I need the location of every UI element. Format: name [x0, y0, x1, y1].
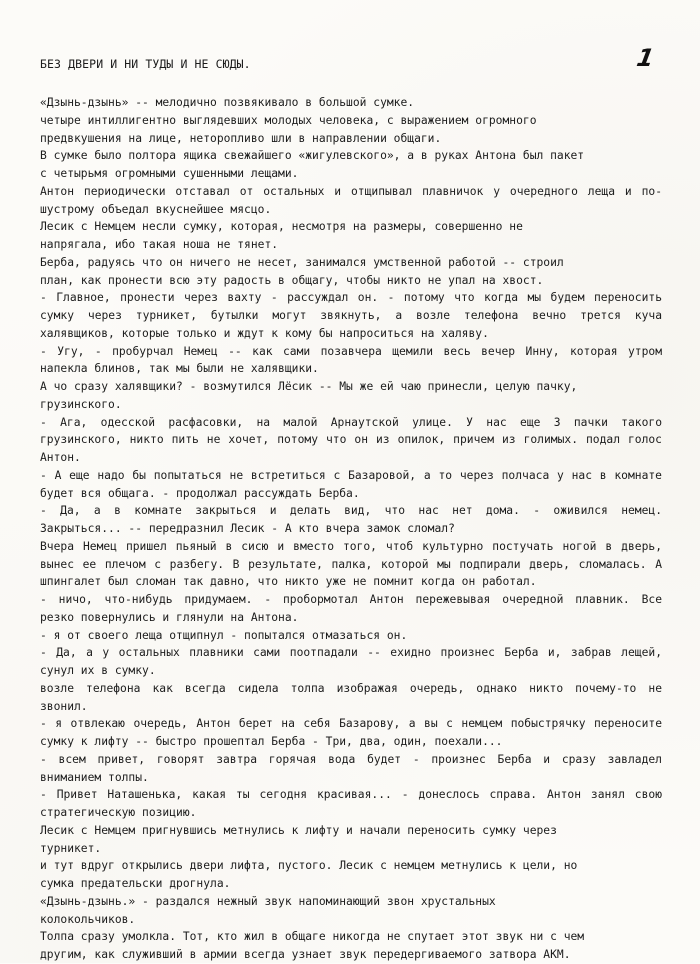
text-line: - Да, а у остальных плавники сами поотпадали -- ехидно произнес Берба и, забрав лещей, — [40, 646, 662, 660]
text-line: звонил. — [40, 699, 88, 713]
text-line: другим, как служивший в армии всегда узнает звук передергиваемого затвора АКМ. — [40, 948, 571, 961]
document-body — [40, 94, 662, 964]
text-line: - Главное, пронести через вахту - рассуждал он. - потому что когда мы будем переносить — [40, 291, 662, 305]
text-line: - всем привет, говорят завтра горячая вода будет - произнес Берба и сразу завладел — [40, 752, 662, 766]
text-line: грузинского, никто пить не хочет, потому что он из опилок, причем из голимых. подал голос — [40, 433, 662, 447]
text-line: - Ага, одесской расфасовки, на малой Арнаутской улице. У нас еще 3 пачки такого — [40, 415, 662, 429]
text-line: Вчера Немец пришел пьяный в сисю и вместо того, чтоб культурно постучать ногой в дверь, — [40, 539, 662, 553]
text-line: сунул их в сумку. — [40, 664, 156, 677]
text-line: - я отвлекаю очередь, Антон берет на себя Базарову, а вы с немцем побыстрячку переносите — [40, 717, 662, 731]
text-line: вниманием толпы. — [40, 770, 149, 784]
text-line: халявщиков, которые только и ждут к кому бы напроситься на халяву. — [40, 326, 489, 340]
text-line: колокольчиков. — [40, 912, 136, 926]
text-line: шустрому объедал вкуснейшее мясцо. — [40, 202, 272, 216]
text-line: будет вся общага. - продолжал рассуждать Берба. — [40, 486, 360, 500]
text-line: - Угу, - пробурчал Немец -- как сами позавчера щемили весь вечер Инну, которая утром — [40, 344, 662, 358]
text-line: план, как пронести всю эту радость в общагу, чтобы никто не упал на хвост. — [40, 273, 544, 287]
text-line: сумка предательски дрогнула. — [40, 877, 231, 890]
text-line: сумку к лифту -- быстро прошептал Берба - Три, два, один, поехали... — [40, 735, 503, 748]
text-line: предвкушения на лице, неторопливо шли в направлении общаги. — [40, 131, 442, 145]
text-line: напекла блинов, так мы были не халявщики. — [40, 362, 319, 376]
text-line: - ничо, что-нибудь придумаем. - пробормотал Антон пережевывая очередной плавник. Все — [40, 593, 662, 606]
text-line: возле телефона как всегда сидела толпа изображая очередь, однако никто почему-то не — [40, 681, 662, 695]
text-line: напрягала, ибо такая ноша не тянет. — [40, 238, 279, 251]
text-line: вынес ее плечом с разбегу. В результате, палка, которой мы подпирали дверь, сломалась. А — [40, 557, 662, 571]
text-line: А чо сразу халявщики? - возмутился Лёсик -- Мы же ей чаю принесли, целую пачку, — [40, 380, 578, 393]
text-line: «Дзынь-дзынь.» - раздался нежный звук напоминающий звон хрустальных — [40, 894, 496, 908]
text-line: шпингалет был сломан так давно, что никто уже не помнит когда он работал. — [40, 575, 537, 589]
text-line: стратегическую позицию. — [40, 806, 197, 819]
page-number: 1 — [634, 44, 657, 72]
text-line: - Да, а в комнате закрыться и делать вид, что нас нет дома. - оживился немец. — [40, 504, 662, 518]
text-line: - Привет Наташенька, какая ты сегодня красивая... - донеслось справа. Антон занял свою — [40, 788, 662, 802]
text-line: четыре интиллигентно выглядевших молодых человека, с выражением огромного — [40, 113, 537, 127]
text-line: - я от своего леща отщипнул - попытался отмазаться он. — [40, 628, 408, 642]
document-title: БЕЗ ДВЕРИ И НИ ТУДЫ И НЕ СЮДЫ. — [40, 57, 251, 71]
text-line: Лесик с Немцем пригнувшись метнулись к лифту и начали переносить сумку через — [40, 823, 557, 837]
text-line: Закрыться... -- передразнил Лесик - А кто вчера замок сломал? — [40, 522, 455, 535]
text-line: грузинского. — [40, 397, 122, 411]
text-line: с четырьмя огромными сушенными лещами. — [40, 167, 299, 180]
text-line: Антон. — [40, 451, 81, 464]
text-line: «Дзынь-дзынь» -- мелодично позвякивало в большой сумке. — [40, 96, 415, 109]
text-line: сумку через турникет, бутылки могут звякнуть, а возле телефона вечно трется куча — [40, 309, 662, 322]
text-line: резко повернулись и глянули на Антона. — [40, 610, 299, 624]
text-line: турникет. — [40, 841, 102, 855]
text-line: Лесик с Немцем несли сумку, которая, несмотря на размеры, совершенно не — [40, 220, 523, 234]
text-line: Толпа сразу умолкла. Тот, кто жил в общаге никогда не спутает этот звук ни с чем — [40, 930, 585, 944]
text-line: и тут вдруг открылись двери лифта, пустого. Лесик с немцем метнулись к цели, но — [40, 859, 578, 873]
text-line: - А еще надо бы попытаться не встретиться с Базаровой, а то через полчаса у нас в комнате — [40, 468, 662, 482]
text-line: В сумке было полтора ящика свежайшего «жигулевского», а в руках Антона был пакет — [40, 149, 585, 163]
text-line: Берба, радуясь что он ничего не несет, занимался умственной работой -- строил — [40, 255, 564, 269]
text-line: Антон периодически отставал от остальных и отщипывал плавничок у очередного леща и по- — [40, 184, 662, 198]
